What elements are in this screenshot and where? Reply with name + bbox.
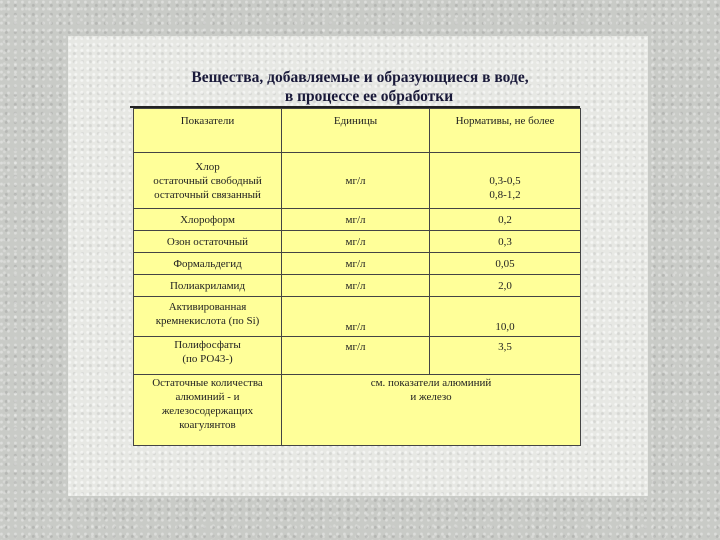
indicator-cell: Хлороформ <box>134 209 282 231</box>
norm-cell: 0,2 <box>430 209 581 231</box>
table-header-row <box>134 109 581 153</box>
indicator-cell: Озон остаточный <box>134 231 282 253</box>
header-unit: Единицы <box>282 109 430 153</box>
indicator-line: Полифосфаты <box>174 339 241 351</box>
indicator-line: остаточный свободный <box>153 174 262 187</box>
norm-cell: 2,0 <box>430 275 581 297</box>
indicator-cell <box>134 337 282 375</box>
indicator-line: Активированная <box>168 301 247 313</box>
title-line-1: Вещества, добавляемые и образующиеся в воде, <box>191 69 529 86</box>
norm-cell: 3,5 <box>430 337 581 375</box>
unit-cell: мг/л <box>282 231 430 253</box>
indicator-line: (по РО43-) <box>182 353 233 365</box>
note-line: и железо <box>410 391 452 403</box>
note-line: см. показатели алюминий <box>370 377 492 389</box>
unit-cell: мг/л <box>282 153 430 209</box>
reference-note-cell <box>282 375 581 446</box>
table-row <box>134 375 581 446</box>
table-row <box>134 275 581 297</box>
indicator-cell <box>134 297 282 337</box>
unit-cell: мг/л <box>282 297 430 337</box>
indicator-line: коагулянтов <box>179 419 236 431</box>
indicator-line: Остаточные количества <box>152 377 263 389</box>
indicator-line: железосодержащих <box>161 405 254 417</box>
indicator-cell: Формальдегид <box>134 253 282 275</box>
table-row <box>134 253 581 275</box>
unit-cell: мг/л <box>282 275 430 297</box>
header-indicator: Показатели <box>134 109 282 153</box>
table-row <box>134 337 581 375</box>
indicator-cell <box>134 153 282 209</box>
header-norm: Нормативы, не более <box>430 109 581 153</box>
indicator-line: Хлор <box>195 160 220 173</box>
standards-table <box>133 108 581 446</box>
title-line-2: в процессе ее обработки <box>284 88 454 105</box>
unit-cell: мг/л <box>282 337 430 375</box>
indicator-cell <box>134 375 282 446</box>
table-row <box>134 209 581 231</box>
norm-cell: 0,3 <box>430 231 581 253</box>
table-row <box>134 231 581 253</box>
indicator-line: остаточный связанный <box>154 188 261 201</box>
slide-title <box>0 68 720 106</box>
unit-cell: мг/л <box>282 209 430 231</box>
indicator-line: алюминий - и <box>175 391 240 403</box>
unit-cell: мг/л <box>282 253 430 275</box>
indicator-line: кремнекислота (по Si) <box>155 315 260 327</box>
norm-line: 0,3-0,5 <box>489 174 521 187</box>
norm-line: 0,8-1,2 <box>489 188 521 201</box>
norm-cell: 10,0 <box>430 297 581 337</box>
norm-cell <box>430 153 581 209</box>
table-row <box>134 297 581 337</box>
norm-cell: 0,05 <box>430 253 581 275</box>
table-row <box>134 153 581 209</box>
indicator-cell: Полиакриламид <box>134 275 282 297</box>
